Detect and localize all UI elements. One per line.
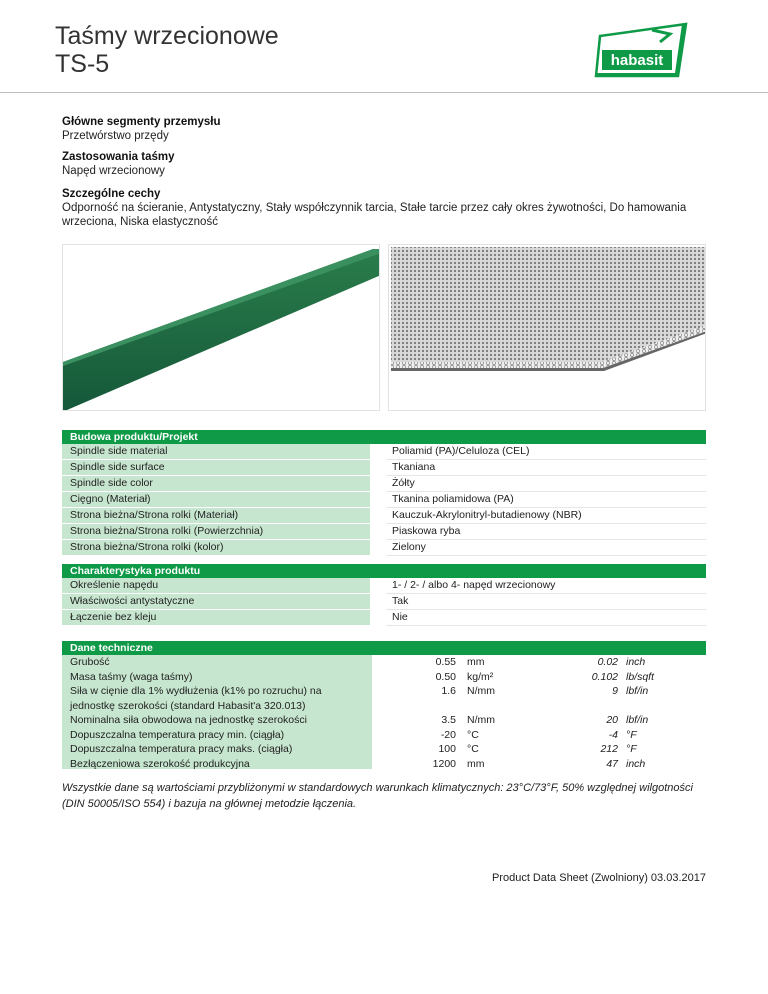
tech-label: Bezłączeniowa szerokość produkcyjna bbox=[70, 757, 250, 770]
technical-values bbox=[388, 655, 706, 769]
page-title bbox=[55, 22, 279, 78]
section-text: Przetwórstwo przędy bbox=[62, 130, 169, 142]
technical-heading: Dane techniczne bbox=[62, 641, 706, 655]
row-label: Strona bieżna/Strona rolki (Materiał) bbox=[62, 508, 370, 524]
belt-photo bbox=[62, 244, 380, 411]
habasit-logo bbox=[592, 20, 690, 80]
tech-label: Siła w cięnie dla 1% wydłużenia (k1% po rozruchu) na bbox=[70, 685, 322, 697]
table-row bbox=[62, 492, 706, 508]
imperial-value: 212 bbox=[600, 743, 618, 755]
table-row bbox=[62, 524, 706, 540]
title-line-1: Taśmy wrzecionowe bbox=[55, 22, 279, 50]
row-value: Piaskowa ryba bbox=[386, 524, 706, 540]
tech-label: Dopuszczalna temperatura pracy maks. (ciągła) bbox=[70, 743, 293, 755]
metric-value: 0.55 bbox=[435, 656, 456, 668]
section-heading: Zastosowania taśmy bbox=[62, 151, 175, 163]
row-value: Tak bbox=[386, 594, 706, 610]
table-row bbox=[62, 508, 706, 524]
table-row bbox=[388, 757, 706, 771]
row-label: Strona bieżna/Strona rolki (Powierzchnia) bbox=[62, 524, 370, 540]
row-value: Nie bbox=[386, 610, 706, 626]
table-row bbox=[388, 655, 706, 669]
table-row bbox=[62, 460, 706, 476]
imperial-value: 20 bbox=[606, 714, 618, 726]
imperial-unit: lbf/in bbox=[626, 685, 649, 697]
imperial-unit: °F bbox=[626, 728, 637, 741]
metric-value: 1.6 bbox=[441, 685, 456, 697]
tech-label: Masa taśmy (waga taśmy) bbox=[70, 670, 193, 683]
row-label: Spindle side surface bbox=[62, 460, 370, 476]
table-row bbox=[62, 578, 706, 594]
table-row bbox=[62, 444, 706, 460]
table-row bbox=[388, 713, 706, 727]
metric-unit: °C bbox=[467, 728, 479, 741]
table-row bbox=[62, 476, 706, 492]
table-row bbox=[62, 540, 706, 556]
imperial-value: -4 bbox=[608, 728, 618, 741]
metric-unit: N/mm bbox=[467, 685, 495, 697]
belt-cross-section-drawing bbox=[388, 244, 706, 411]
section-text: Odporność na ścieranie, Antystatyczny, Stały współczynnik tarcia, Stałe tarcie przez cały okres żywotności, Do hamowania wrzeciona, Niska elastyczność bbox=[62, 202, 687, 228]
title-line-2: TS-5 bbox=[55, 50, 110, 78]
row-label: Spindle side color bbox=[62, 476, 370, 492]
metric-unit: N/mm bbox=[467, 714, 495, 726]
row-label: Łączenie bez kleju bbox=[62, 610, 370, 626]
imperial-unit: °F bbox=[626, 743, 637, 755]
imperial-value: 0.102 bbox=[591, 670, 618, 683]
row-value: Poliamid (PA)/Celuloza (CEL) bbox=[386, 444, 706, 460]
imperial-value: 9 bbox=[612, 685, 618, 697]
section-text: Napęd wrzecionowy bbox=[62, 165, 165, 177]
section-industry bbox=[62, 115, 221, 143]
metric-value: 100 bbox=[438, 743, 456, 755]
imperial-value: 47 bbox=[606, 757, 618, 770]
metric-value: 3.5 bbox=[441, 714, 456, 726]
tech-label: Nominalna siła obwodowa na jednostkę szerokości bbox=[70, 714, 307, 726]
table-row bbox=[388, 742, 706, 756]
imperial-unit: inch bbox=[626, 656, 646, 668]
construction-heading: Budowa produktu/Projekt bbox=[62, 430, 706, 444]
footer-text: Product Data Sheet (Zwolniony) 03.03.2017 bbox=[491, 872, 706, 884]
row-label: Właściwości antystatyczne bbox=[62, 594, 370, 610]
section-heading: Szczególne cechy bbox=[62, 188, 161, 200]
metric-unit: kg/m² bbox=[467, 670, 494, 683]
table-row bbox=[62, 610, 706, 626]
metric-value: 0.50 bbox=[435, 670, 456, 683]
table-row bbox=[388, 728, 706, 742]
table-row bbox=[388, 670, 706, 684]
row-value: Kauczuk-Akrylonitryl-butadienowy (NBR) bbox=[386, 508, 706, 524]
construction-table bbox=[62, 430, 706, 556]
section-heading: Główne segmenty przemysłu bbox=[62, 116, 221, 128]
table-row bbox=[62, 594, 706, 610]
metric-unit: mm bbox=[467, 757, 485, 770]
tech-label: jednostkę szerokości (standard Habasit'a 320.013) bbox=[70, 699, 306, 712]
row-value: Tkaniana bbox=[386, 460, 706, 476]
row-value: Zielony bbox=[386, 540, 706, 556]
metric-value: -20 bbox=[440, 728, 456, 741]
technical-labels bbox=[62, 655, 372, 769]
svg-text:habasit: habasit bbox=[610, 52, 664, 69]
characteristics-table bbox=[62, 564, 706, 626]
row-label: Strona bieżna/Strona rolki (kolor) bbox=[62, 540, 370, 556]
row-label: Określenie napędu bbox=[62, 578, 370, 594]
imperial-unit: inch bbox=[626, 757, 646, 770]
tech-label: Dopuszczalna temperatura pracy min. (ciągła) bbox=[70, 728, 285, 741]
row-label: Spindle side material bbox=[62, 444, 370, 460]
tech-label: Grubość bbox=[70, 656, 110, 668]
climate-note: Wszystkie dane są wartościami przybliżonymi w standardowych warunkach klimatycznych: 23°C/73°F, 50% względnej wilgotności (DIN 50005/ISO 554) i bazuja na głównej metodzie łączenia. bbox=[62, 782, 693, 810]
table-row bbox=[388, 684, 706, 698]
technical-data-table bbox=[62, 641, 706, 769]
imperial-unit: lb/sqft bbox=[626, 670, 655, 683]
metric-value: 1200 bbox=[432, 757, 456, 770]
imperial-value: 0.02 bbox=[597, 656, 618, 668]
characteristics-heading: Charakterystyka produktu bbox=[62, 564, 706, 578]
row-label: Cięgno (Materiał) bbox=[62, 492, 370, 508]
imperial-unit: lbf/in bbox=[626, 714, 649, 726]
section-applications bbox=[62, 150, 174, 178]
row-value: Tkanina poliamidowa (PA) bbox=[386, 492, 706, 508]
metric-unit: mm bbox=[467, 656, 485, 668]
metric-unit: °C bbox=[467, 743, 479, 755]
row-value: Żółty bbox=[386, 476, 706, 492]
row-value: 1- / 2- / albo 4- napęd wrzecionowy bbox=[386, 578, 706, 594]
header-divider bbox=[0, 92, 768, 93]
section-features bbox=[62, 187, 702, 229]
